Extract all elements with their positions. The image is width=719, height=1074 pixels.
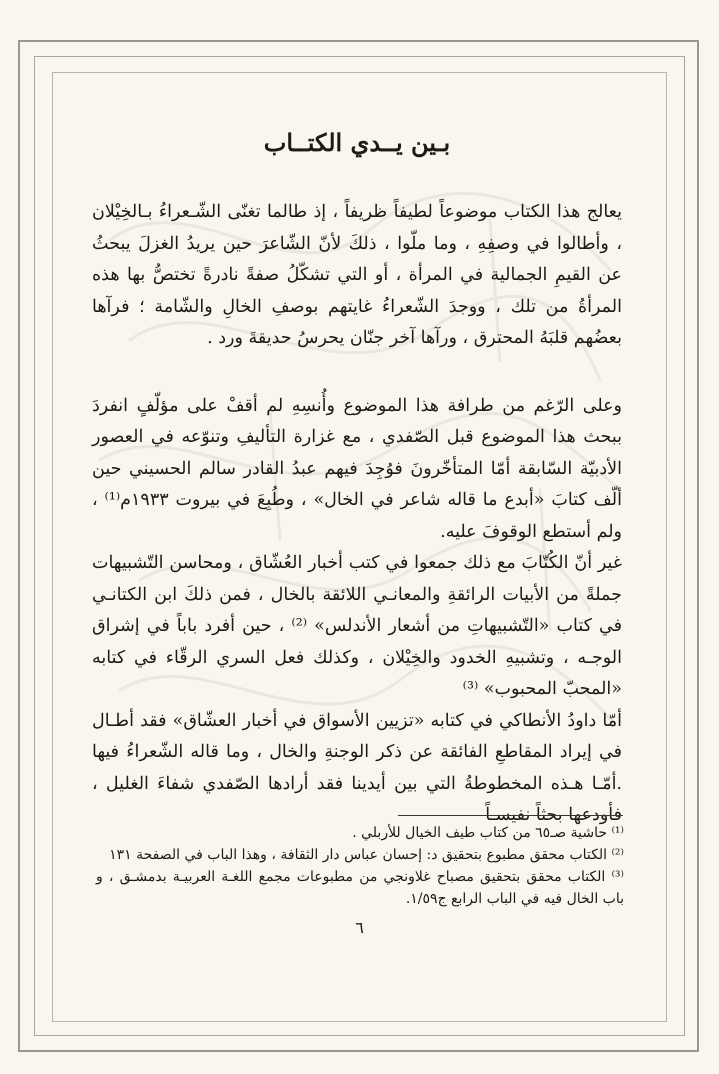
- footnote-2: ⁽²⁾ الكتاب محقق مطبوع بتحقيق د: إحسان عباس دار الثقافة ، وهذا الباب في الصفحة ١٣١: [109, 847, 624, 863]
- paragraph-4: أمّا داودُ الأنطاكي في كتابه «تزيين الأسواق في أخبار العشّاق» فقد أطـال في إيراد المقاطعِ الفائقة عن ذكر الوجنةِ والخال ، وما قاله الشّعراءُ فيها .أمّـا هـذه المخطوطةُ التي بين أيدينا فقد أرادها الصّفدي شفاءَ الغليل ، فأودعها بحثاً نفيسـاً: [92, 710, 622, 825]
- paragraph-3: غير أنّ الكُتّابَ مع ذلك جمعوا في كتب أخبار العُشّاق ، ومحاسن التّشبيهات جملةً من الأبيات الرائقةِ والمعانـي اللائقة بالخال ، فمن ذلكَ ابن الكتانـي في كتاب «التّشبيهاتِ من أشعار الأندلس» ⁽²⁾ ، حين أفرد باباً في إشراق الوجـه ، وتشبيهِ الخدود والخِيْلان ، وكذلك فعل السري الرقّاء في كتابه «المحبّ المحبوب» ⁽³⁾: [92, 553, 622, 699]
- main-content: [92, 128, 622, 832]
- page-number: ٦: [355, 918, 364, 937]
- footnote-3: ⁽³⁾ الكتاب محقق بتحقيق مصباح غلاونجي من مطبوعات مجمع اللغـة العربيـة بدمشـق ، و باب الخال فيه في الباب الرابع ج١/٥٩.: [96, 869, 624, 907]
- footnote-divider: [398, 815, 623, 816]
- footnotes: [96, 822, 624, 910]
- footnote-1: ⁽¹⁾ حاشية صـ٦٥ من كتاب طيف الخيال للأربلي .: [352, 825, 624, 841]
- paragraph-2: وعلى الرّغم من طرافة هذا الموضوع وأُنسِهِ لم أقفْ على مؤلّفٍ انفردَ ببحث هذا الموضوع قبل الصّفدي ، مع غزارة التأليفِ وتنوّعه في العصور الأدبيّة السّابقة أمّا المتأخّرونَ فوُجِدَ فيهم عبدُ القادر سالم الحسيني حين ألّف كتابَ «أبدع ما قاله شاعر في الخال» ، وطُبِعَ في بيروت ١٩٣٣م⁽¹⁾ ، ولم أستطع الوقوفَ عليه.: [92, 395, 622, 542]
- paragraph-1: يعالج هذا الكتاب موضوعاً لطيفاً ظريفاً ، إذ طالما تغنّى الشّـعراءُ بـالخِيْلان ، وأطالوا في وصفِهِ ، وما ملّوا ، ذلكَ لأنّ الشّاعرَ حين يريدُ الغزلَ يبحثُ عن القيمِ الجمالية في المرأة ، أو التي تشكّلُ صفةً نادرةً تختصُّ بها هذه المرأةُ من تلك ، ووجدَ الشّعراءُ غايتهم بوصفِ الخالِ والشّامة ؛ فرآها بعضُهم قلبَهُ المحترق ، ورآها آخر جنّان يحرسُ حديقةَ ورد .: [92, 202, 622, 348]
- chapter-title: بـين يــدي الكتــاب: [263, 128, 451, 157]
